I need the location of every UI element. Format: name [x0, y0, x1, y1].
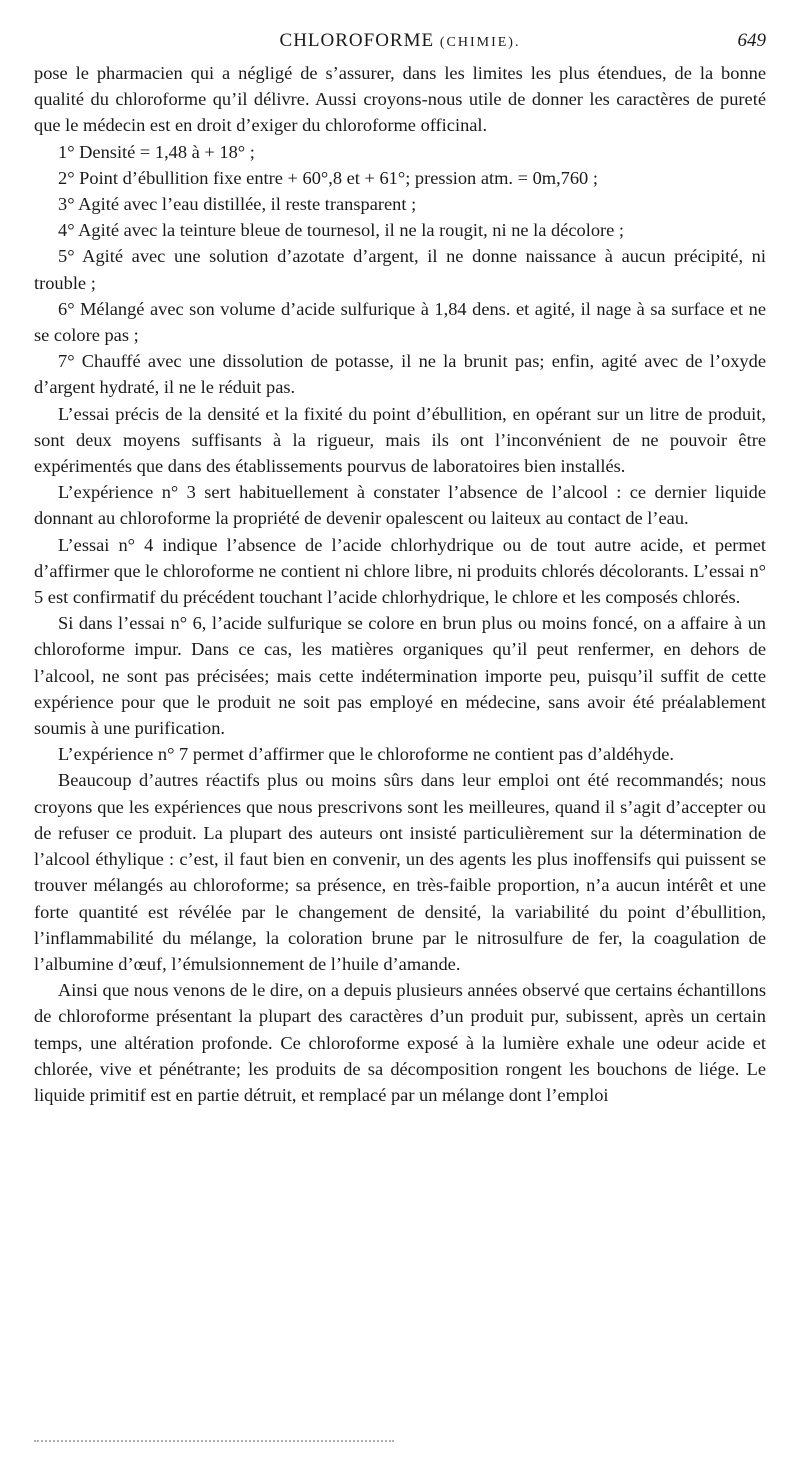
paragraph-experiment-3: L’expérience n° 3 sert habituellement à constater l’absence de l’alcool : ce dernier liquide donnant au chloroforme la propriété de devenir opalescent ou laiteux au contact de l’eau. — [34, 482, 766, 529]
paragraph-density-boiling: L’essai précis de la densité et la fixité du point d’ébullition, en opérant sur un litre de produit, sont deux moyens suffisants à la rigueur, mais ils ont l’inconvénient de ne pouvoir être expérimentés que dans des établissements pourvus de laboratoires bien installés. — [34, 403, 766, 477]
paragraph-experiment-7: L’expérience n° 7 permet d’affirmer que le chloroforme ne contient pas d’aldéhyde. — [58, 744, 675, 765]
purity-test-5: 5° Agité avec une solution d’azotate d’argent, il ne donne naissance à aucun précipité, ni trouble ; — [34, 246, 766, 293]
paragraph-alteration: Ainsi que nous venons de le dire, on a depuis plusieurs années observé que certains échantillons de chloroforme présentant la plupart des caractères d’un produit pur, subissent, après un certain temps, une altération profonde. Ce chloroforme exposé à la lumière exhale une odeur acide et chlorée, vive et pénétrante; les produits de sa décomposition rongent les bouchons de liége. Le liquide primitif est en partie détruit, et remplacé par un mélange dont l’emploi — [34, 980, 766, 1105]
running-title-main: CHLOROFORME — [279, 30, 435, 51]
purity-test-2: 2° Point d’ébullition fixe entre + 60°,8 et + 61°; pression atm. = 0m,760 ; — [58, 167, 598, 188]
page-header — [34, 30, 766, 60]
body-text — [34, 60, 766, 1108]
purity-test-6: 6° Mélangé avec son volume d’acide sulfurique à 1,84 dens. et agité, il nage à sa surface et ne se colore pas ; — [34, 298, 766, 346]
footer-print-marks — [34, 1440, 394, 1446]
purity-test-7: 7° Chauffé avec une dissolution de potasse, il ne la brunit pas; enfin, agité avec de l’oxyde d’argent hydraté, il ne le réduit pas. — [34, 351, 766, 398]
running-title — [34, 30, 766, 52]
purity-test-1: 1° Densité = 1,48 à + 18° ; — [58, 141, 255, 162]
paragraph-continuation: pose le pharmacien qui a négligé de s’assurer, dans les limites les plus étendues, de la bonne qualité du chloroforme qu’il délivre. Aussi croyons-nous utile de donner les caractères de pureté que le médecin est en droit d’exiger du chloroforme officinal. — [34, 63, 766, 136]
purity-test-3: 3° Agité avec l’eau distillée, il reste transparent ; — [58, 194, 417, 215]
page-number: 649 — [737, 30, 766, 51]
paragraph-test-4-5: L’essai n° 4 indique l’absence de l’acide chlorhydrique ou de tout autre acide, et permet d’affirmer que le chloroforme ne contient ni chlore libre, ni produits chlorés décolorants. L’essai n° 5 est confirmatif du précédent touchant l’acide chlorhydrique, le chlore et les composés chlorés. — [34, 534, 766, 608]
purity-test-4: 4° Agité avec la teinture bleue de tournesol, il ne la rougit, ni ne la décolore ; — [58, 220, 625, 241]
paragraph-test-6: Si dans l’essai n° 6, l’acide sulfurique se colore en brun plus ou moins foncé, on a affaire à un chloroforme impur. Dans ce cas, les matières organiques qu’il peut renfermer, en dehors de l’alcool, ne sont pas précisées; mais cette indétermination importe peu, puisqu’il suffit de cette expérience pour que le produit ne soit pas employé en médecine, sans avoir été préalablement soumis à une purification. — [34, 613, 766, 739]
book-page — [34, 30, 766, 1108]
running-title-sub: (CHIMIE). — [439, 35, 521, 50]
paragraph-other-reagents: Beaucoup d’autres réactifs plus ou moins sûrs dans leur emploi ont été recommandés; nous croyons que les expériences que nous prescrivons sont les meilleures, quand il s’agit d’accepter ou de refuser ce produit. La plupart des auteurs ont insisté particulièrement sur la détermination de l’alcool éthylique : c’est, il faut bien en convenir, un des agents les plus inoffensifs qui puissent se trouver mélangés au chloroforme; sa présence, en très-faible proportion, n’a aucun intérêt et une forte quantité est révélée par le changement de densité, la variabilité du point d’ébullition, l’inflammabilité du mélange, la coloration brune par le nitrosulfure de fer, la coagulation de l’albumine d’œuf, l’émulsionnement de l’huile d’amande. — [34, 770, 766, 974]
